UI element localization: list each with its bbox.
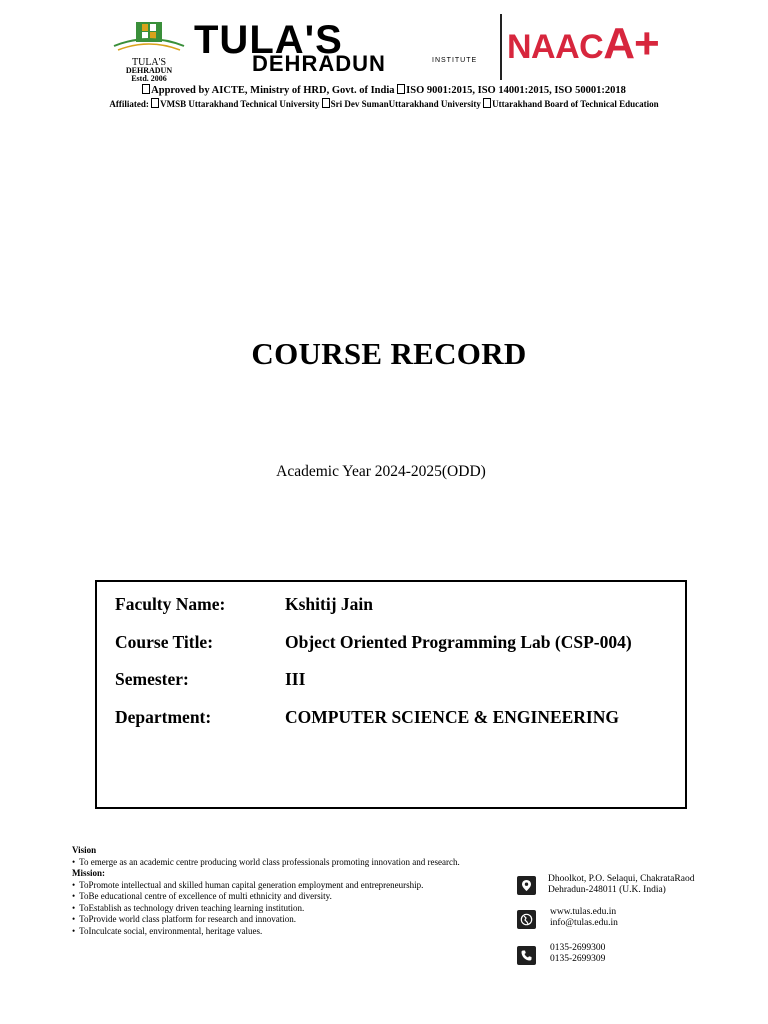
- affiliated-label: Affiliated:: [109, 99, 149, 109]
- brand-city: DEHRADUN: [252, 51, 386, 76]
- checkbox-glyph-icon: [483, 98, 491, 108]
- vision-item: • To emerge as an academic centre producing world class professionals promoting innovation and research.: [72, 857, 512, 869]
- address-line: Dehradun-248011 (U.K. India): [548, 885, 666, 895]
- semester-value: III: [285, 669, 306, 689]
- mission-item: • ToBe educational centre of excellence of multi ethnicity and diversity.: [72, 891, 512, 903]
- department-row: [115, 706, 619, 728]
- phone-icon: [517, 946, 536, 965]
- naac-grade: A+: [603, 19, 659, 68]
- email-link[interactable]: info@tulas.edu.in: [550, 918, 618, 928]
- semester-label: Semester:: [115, 669, 189, 689]
- approval-line: [0, 84, 768, 97]
- affiliation-2: Sri Dev SumanUttarakhand University: [330, 99, 481, 109]
- institute-emblem: [108, 20, 190, 83]
- faculty-value: Kshitij Jain: [285, 594, 374, 614]
- phone-number: 0135-2699309: [550, 954, 606, 964]
- address-text: [548, 874, 694, 896]
- semester-row: [115, 668, 305, 690]
- vision-mission: [72, 845, 512, 937]
- approval-iso: ISO 9001:2015, ISO 14001:2015, ISO 50001:2018: [406, 85, 626, 96]
- document-title: COURSE RECORD: [251, 336, 527, 371]
- checkbox-glyph-icon: [322, 98, 330, 108]
- course-label: Course Title:: [115, 632, 214, 652]
- address-line: Dhoolkot, P.O. Selaqui, ChakrataRaod: [548, 874, 695, 884]
- approval-aicte: Approved by AICTE, Ministry of HRD, Govt. of India: [151, 85, 395, 96]
- checkbox-glyph-icon: [397, 84, 405, 94]
- department-value: COMPUTER SCIENCE & ENGINEERING: [285, 707, 619, 727]
- course-value: Object Oriented Programming Lab (CSP-004): [285, 632, 632, 652]
- phone-number: 0135-2699300: [550, 943, 606, 953]
- emblem-name: TULA'S: [131, 57, 167, 68]
- phone-block: [517, 946, 536, 965]
- website-link[interactable]: www.tulas.edu.in: [550, 907, 617, 917]
- mission-item: • ToProvide world class platform for research and innovation.: [72, 914, 512, 926]
- address-block: [517, 876, 536, 895]
- header-divider: [500, 14, 502, 80]
- location-pin-icon: [517, 876, 536, 895]
- checkbox-glyph-icon: [142, 84, 150, 94]
- affiliation-3: Uttarakhand Board of Technical Education: [492, 99, 659, 109]
- affiliation-1: VMSB Uttarakhand Technical University: [160, 99, 320, 109]
- emblem-graphic: [108, 20, 190, 54]
- faculty-row: [115, 593, 373, 615]
- emblem-established: Estd. 2006: [131, 74, 167, 83]
- brand-wordmark: TULA'S: [194, 18, 343, 62]
- phone-text: [550, 943, 605, 965]
- vision-heading: Vision: [72, 845, 97, 855]
- naac-text: NAAC: [507, 28, 604, 66]
- mission-item: • ToEstablish as technology driven teaching learning institution.: [72, 903, 512, 915]
- globe-icon: [517, 910, 536, 929]
- emblem-city: DEHRADUN: [125, 66, 173, 75]
- mission-heading: Mission:: [72, 868, 106, 878]
- checkbox-glyph-icon: [151, 98, 159, 108]
- brand-institute: INSTITUTE: [432, 57, 478, 64]
- mission-item: • ToPromote intellectual and skilled human capital generation employment and entrepreneurship.: [72, 880, 512, 892]
- department-label: Department:: [115, 707, 212, 727]
- mission-item: • ToInculcate social, environmental, heritage values.: [72, 926, 512, 938]
- web-block: [517, 910, 536, 929]
- affiliation-line: [0, 98, 768, 110]
- web-text: [550, 907, 618, 929]
- academic-year: Academic Year 2024-2025(ODD): [276, 463, 486, 480]
- course-info-box: [95, 580, 687, 809]
- naac-logo: [507, 19, 659, 68]
- faculty-label: Faculty Name:: [115, 594, 226, 614]
- course-row: [115, 631, 632, 653]
